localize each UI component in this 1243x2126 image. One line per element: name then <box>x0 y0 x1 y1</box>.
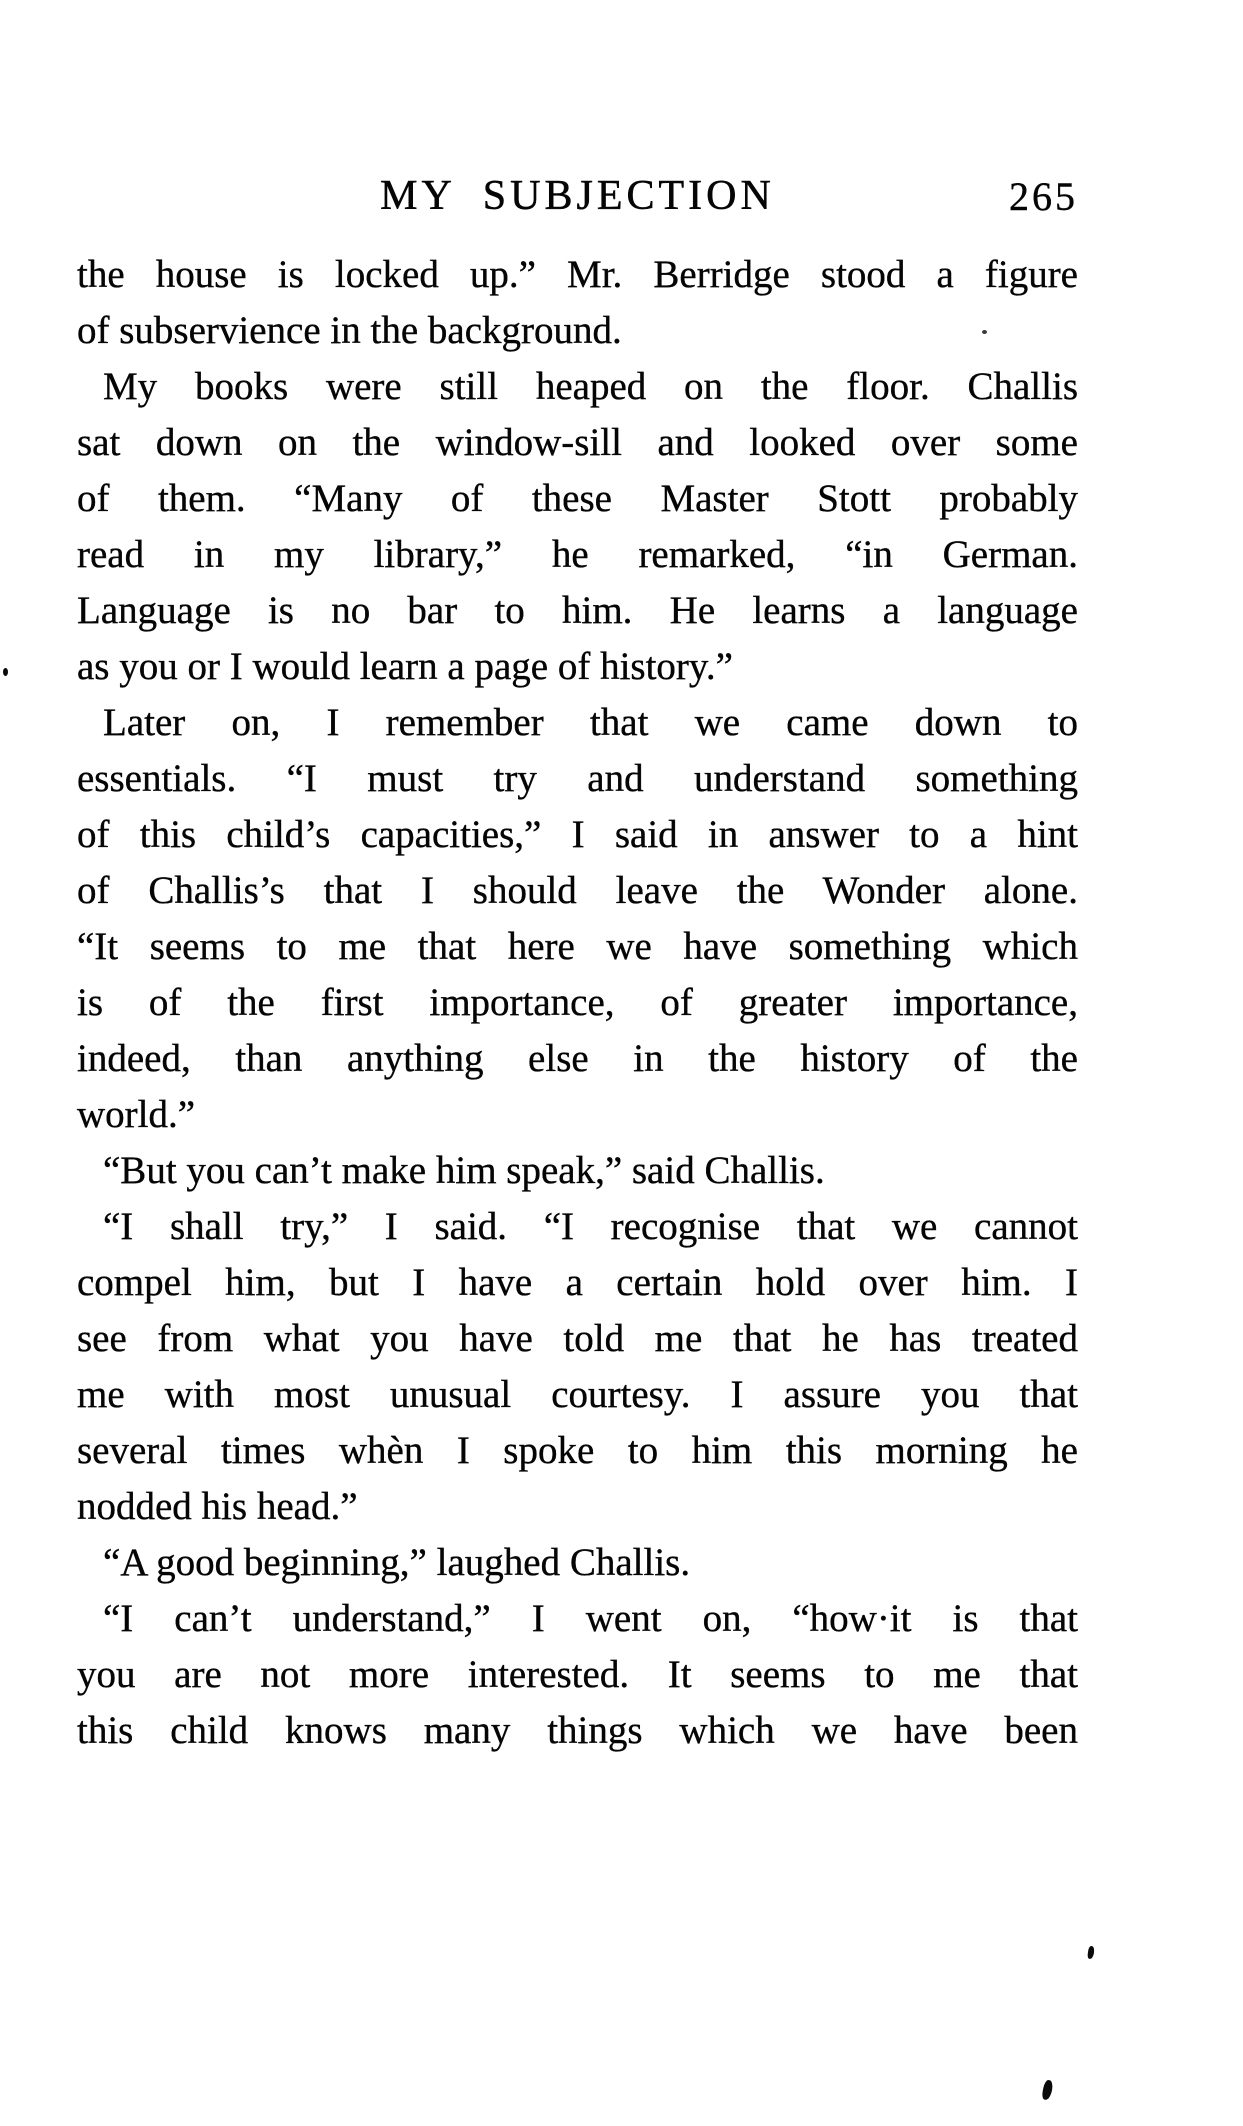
text-line: indeed, than anything else in the history of the <box>77 1037 1078 1080</box>
running-header-title: MY SUBJECTION <box>380 173 775 219</box>
text-line: the house is locked up.” Mr. Berridge stood a figure <box>77 253 1078 296</box>
text-line: world.” <box>77 1093 196 1136</box>
ink-speck-bottom-right-2 <box>1041 2079 1053 2100</box>
text-line: “It seems to me that here we have something which <box>77 925 1078 968</box>
text-line: of Challis’s that I should leave the Wonder alone. <box>77 869 1078 912</box>
running-header <box>77 172 1078 220</box>
text-line: “I can’t understand,” I went on, “how·it is that <box>103 1597 1078 1640</box>
page-number: 265 <box>1009 174 1078 219</box>
text-line: see from what you have told me that he has treated <box>77 1317 1078 1360</box>
ink-speck-after-background <box>982 330 987 334</box>
ink-speck-left-margin <box>3 668 8 676</box>
text-line: you are not more interested. It seems to me that <box>77 1653 1078 1696</box>
text-line: several times whèn I spoke to him this morning he <box>77 1429 1078 1472</box>
text-line: essentials. “I must try and understand something <box>77 757 1078 800</box>
text-line: is of the first importance, of greater importance, <box>77 981 1078 1024</box>
text-line: of them. “Many of these Master Stott probably <box>77 477 1078 520</box>
text-line: nodded his head.” <box>77 1485 358 1528</box>
text-line: My books were still heaped on the floor. Challis <box>103 365 1078 408</box>
text-line: “A good beginning,” laughed Challis. <box>103 1541 691 1584</box>
text-line: sat down on the window-sill and looked over some <box>77 421 1078 464</box>
text-line: read in my library,” he remarked, “in German. <box>77 533 1078 576</box>
text-line: this child knows many things which we have been <box>77 1709 1078 1752</box>
text-line: me with most unusual courtesy. I assure you that <box>77 1373 1078 1416</box>
text-line: Later on, I remember that we came down to <box>103 701 1078 744</box>
text-line: Language is no bar to him. He learns a language <box>77 589 1078 632</box>
text-line: as you or I would learn a page of history.” <box>77 645 733 688</box>
text-line: of this child’s capacities,” I said in answer to a hint <box>77 813 1078 856</box>
text-line: of subservience in the background. <box>77 309 622 352</box>
ink-speck-bottom-right-1 <box>1087 1946 1095 1960</box>
text-line: “But you can’t make him speak,” said Challis. <box>103 1149 825 1192</box>
text-line: compel him, but I have a certain hold over him. I <box>77 1261 1078 1304</box>
page-body <box>77 247 1078 1759</box>
text-line: “I shall try,” I said. “I recognise that we cannot <box>103 1205 1078 1248</box>
